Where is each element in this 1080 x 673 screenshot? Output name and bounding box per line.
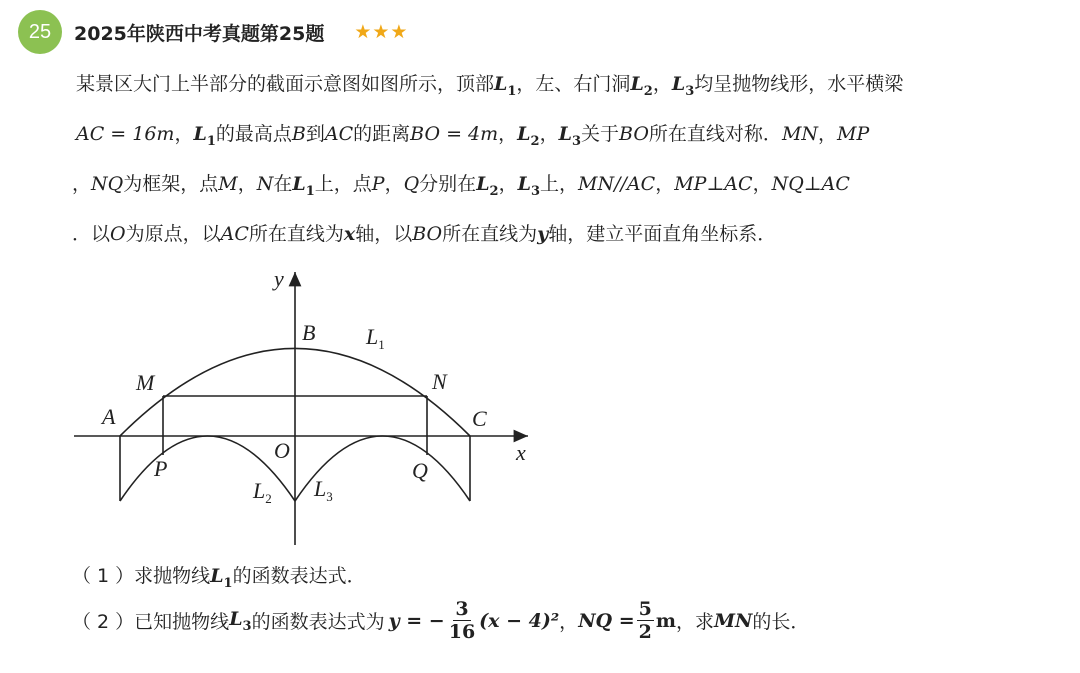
math-M: M [218, 173, 238, 195]
text: ，求 [675, 611, 714, 633]
math-BO-length: BO = 4m [410, 123, 499, 145]
problem-line-1 [76, 72, 1066, 104]
math-L1: $L_1$ [193, 123, 216, 149]
text: 已知抛物线 [134, 611, 230, 633]
fraction-3-16 [447, 598, 477, 643]
math-L1: $L_1$ [210, 565, 233, 591]
label-y: y [274, 266, 284, 291]
text: ， [752, 173, 772, 195]
difficulty-stars: ★★★ [354, 21, 409, 43]
text: 关于 [581, 123, 620, 145]
math-y: y [537, 223, 549, 245]
text: 轴，以 [355, 223, 413, 245]
math-B: B [291, 123, 306, 145]
label-L3: $L_3$ [314, 476, 333, 504]
text: 的长． [752, 611, 810, 633]
problem-line-4 [72, 222, 1062, 246]
problem-line-3 [72, 172, 1062, 204]
gate-diagram-svg [66, 262, 546, 552]
text: 求抛物线 [134, 565, 211, 587]
text: 所在直线为 [248, 223, 344, 245]
math-L2: $L_2$ [476, 173, 499, 199]
label-P: P [154, 456, 168, 481]
label-O: O [274, 438, 290, 463]
math-L3: $L_3$ [517, 173, 541, 199]
math-MP: MP [837, 123, 870, 145]
text: 分别在 [419, 173, 477, 195]
question-2-number: （ 2 ） [72, 611, 135, 633]
text: ， [559, 611, 579, 633]
math-BO: BO [619, 123, 649, 145]
equation-rhs: (x − 4)² [479, 609, 560, 632]
text: 上，点 [314, 173, 372, 195]
math-NQ-perp-AC: NQ⊥AC [771, 173, 850, 195]
label-Q: Q [412, 458, 428, 483]
text: 均呈抛物线形，水平横梁 [694, 73, 904, 95]
text: 上， [540, 173, 579, 195]
problem-line-2 [76, 122, 1066, 154]
text: 轴，建立平面直角坐标系． [548, 223, 777, 245]
math-L3: $L_3$ [229, 607, 252, 634]
text: ， [818, 123, 838, 145]
label-N: N [432, 369, 447, 394]
text: 所在直线为 [442, 223, 538, 245]
math-x: x [343, 223, 356, 245]
fraction-denominator: 16 [448, 621, 476, 643]
text: ，左、右门洞 [516, 73, 631, 95]
question-1-number: （ 1 ） [72, 565, 135, 587]
math-P: P [371, 173, 385, 195]
text: 的距离 [353, 123, 411, 145]
text: ， [72, 173, 92, 195]
math-Q: Q [403, 173, 420, 195]
text: ， [237, 173, 257, 195]
math-MN-parallel-AC: MN//AC [578, 173, 656, 195]
math-O: O [110, 223, 126, 245]
text: ， [655, 173, 675, 195]
text: ， [384, 173, 404, 195]
math-AC: AC [220, 223, 249, 245]
question-2 [72, 598, 809, 643]
text: 为原点，以 [125, 223, 221, 245]
text: 所在直线对称． [648, 123, 782, 145]
text: 到 [305, 123, 325, 145]
label-A: A [102, 404, 116, 429]
text: ， [498, 173, 518, 195]
math-NQ: NQ [91, 173, 124, 195]
equation-lhs: y = − [388, 609, 445, 632]
text: ， [652, 73, 672, 95]
math-L2: $L_2$ [517, 123, 540, 149]
math-L1: $L_1$ [494, 73, 517, 99]
label-L2: $L_2$ [253, 478, 272, 506]
text: 的函数表达式为 [251, 611, 385, 633]
math-L3: $L_3$ [671, 73, 695, 99]
math-MN: MN [714, 609, 753, 632]
math-L1: $L_1$ [292, 173, 315, 199]
question-title: 2025年陕西中考真题第25题 [74, 22, 325, 45]
fraction-numerator: 5 [638, 598, 652, 620]
math-BO: BO [412, 223, 443, 245]
math-AC: AC [324, 123, 354, 145]
fraction-numerator: 3 [455, 598, 469, 620]
label-M: M [136, 370, 155, 395]
math-L3: $L_3$ [558, 123, 581, 149]
label-C: C [472, 406, 487, 431]
label-B: B [302, 320, 316, 345]
text: 的函数表达式． [232, 565, 366, 587]
question-header [18, 10, 408, 54]
text: 某景区大门上半部分的截面示意图如图所示，顶部 [76, 73, 495, 95]
fraction-5-2 [637, 598, 654, 643]
text: 的最高点 [215, 123, 292, 145]
question-1 [72, 561, 366, 591]
math-N: N [256, 173, 274, 195]
gate-diagram [66, 262, 546, 556]
question-number-badge: 25 [18, 10, 62, 54]
text: 在 [273, 173, 293, 195]
label-x: x [516, 440, 526, 465]
unit-m: m [655, 609, 676, 632]
text: ， [498, 123, 518, 145]
label-L1: $L_1$ [366, 324, 385, 352]
text: ， [174, 123, 194, 145]
text: ， [539, 123, 559, 145]
math-L2: $L_2$ [630, 73, 653, 99]
math-MP-perp-AC: MP⊥AC [674, 173, 753, 195]
text: 为框架，点 [123, 173, 219, 195]
math-MN: MN [781, 123, 819, 145]
math-NQ-eq: NQ = [578, 609, 635, 632]
text: ．以 [72, 223, 111, 245]
fraction-denominator: 2 [638, 621, 652, 643]
math-AC-length: AC = 16m [76, 123, 175, 145]
